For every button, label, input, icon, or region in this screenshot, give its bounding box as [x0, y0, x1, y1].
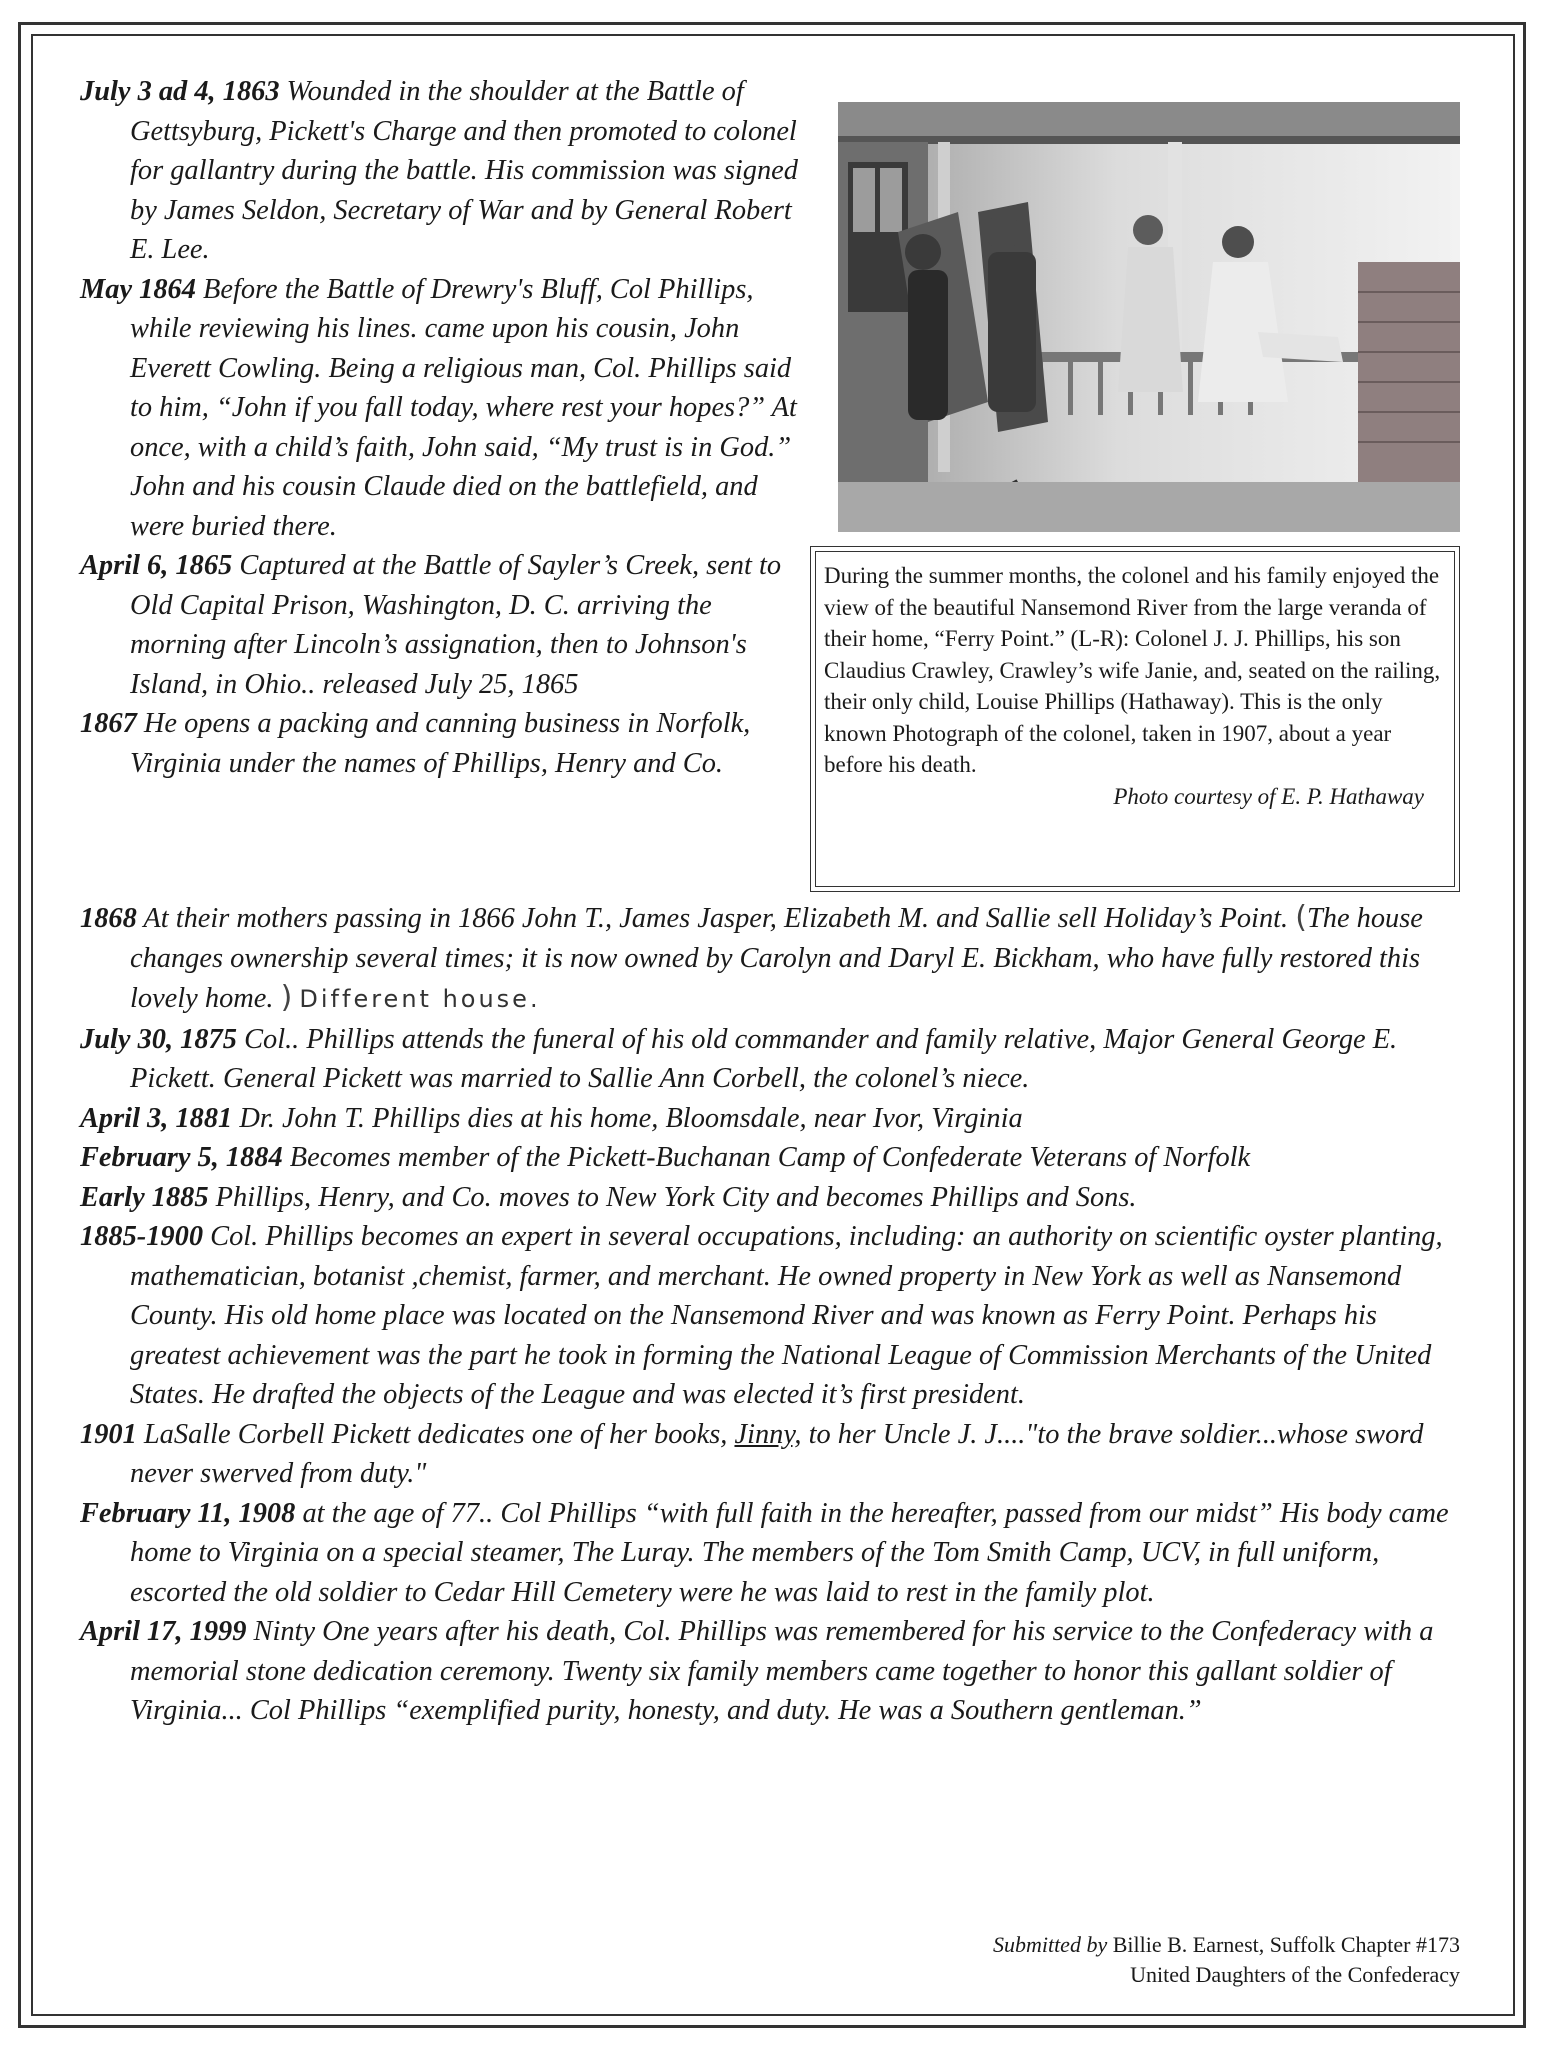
entry-text: Ninty One years after his death, Col. Phillips was remembered for his service to the Confederacy with a memorial stone dedication ceremony. Twenty six family members came together to honor this gallant soldier of Virginia... Col Phillips “exemplified purity, honesty, and duty. He was a Southern gentleman.” — [130, 1616, 1434, 1726]
timeline-entry — [80, 1138, 1460, 1178]
book-title: Jinny, — [734, 1418, 802, 1450]
entry-date: 1868 — [80, 903, 137, 934]
entry-date: February 5, 1884 — [80, 1142, 283, 1173]
timeline-entry — [80, 1099, 1460, 1139]
timeline-entry — [80, 1020, 1460, 1099]
timeline-entry — [80, 72, 815, 270]
entry-text: Phillips, Henry, and Co. moves to New York City and becomes Phillips and Sons. — [215, 1181, 1137, 1213]
entry-date: July 30, 1875 — [80, 1023, 237, 1055]
entry-date: 1867 — [80, 708, 137, 739]
submitter-name: Billie B. Earnest, Suffolk Chapter #173 — [1112, 1932, 1460, 1957]
timeline-entry — [80, 1494, 1460, 1613]
entry-text: Captured at the Battle of Sayler’s Creek, sent to Old Capital Prison, Washington, D. C. arriving the morning after Lincoln’s assignation, then to Johnson's Island, in Ohio.. released July 25, 1865 — [130, 550, 782, 700]
entry-date: 1901 — [80, 1418, 137, 1450]
timeline-entry — [80, 546, 815, 704]
handwritten-note: Different house. — [299, 985, 541, 1013]
photo-credit: Photo courtesy of E. P. Hathaway — [1113, 783, 1424, 809]
handwritten-paren-close: ) — [280, 980, 293, 1015]
entry-text: He opens a packing and canning business in Norfolk, Virginia under the names of Phillips, Henry and Co. — [130, 708, 751, 779]
entry-date: May 1864 — [80, 273, 196, 305]
full-width-section — [80, 898, 1460, 1731]
timeline-entry — [80, 1217, 1460, 1415]
timeline-entry — [80, 1178, 1460, 1218]
organization-name: United Daughters of the Confederacy — [1130, 1962, 1460, 1987]
entry-text: Becomes member of the Pickett-Buchanan Camp of Confederate Veterans of Norfolk — [289, 1142, 1251, 1173]
entry-text: LaSalle Corbell Pickett dedicates one of her books, — [143, 1418, 728, 1450]
handwritten-paren-open: ( — [1295, 900, 1307, 935]
entry-text-parenthetical: The house changes ownership several times; it is now owned by Carolyn and Daryl E. Bickham, who have fully restored this lovely home. — [130, 903, 1423, 1014]
photo-caption-inner — [815, 551, 1455, 887]
top-section — [80, 72, 1460, 898]
timeline-entry — [80, 704, 815, 783]
document-body — [80, 72, 1460, 2002]
entry-text: At their mothers passing in 1866 John T., James Jasper, Elizabeth M. and Sallie sell Holiday’s Point. — [143, 903, 1289, 934]
submitted-by-label: Submitted by — [992, 1932, 1108, 1957]
photo-caption-text: During the summer months, the colonel and his family enjoyed the view of the beautiful Nansemond River from the large veranda of their home, “Ferry Point.” (L-R): Colonel J. J. Phillips, his son Claudius Crawley, Crawley’s wife Janie, and, seated on the railing, their only child, Louise Phillips (Hathaway). This is the only known Photograph of the colonel, taken in 1907, about a year before his death. — [824, 563, 1441, 777]
entry-text: Col. Phillips becomes an expert in several occupations, including: an authority on scientific oyster planting, mathematician, botanist ,chemist, farmer, and merchant. He owned property in New York as well as Nansemond County. His old home place was located on the Nansemond River and was known as Ferry Point. Perhaps his greatest achievement was the part he took in forming the National League of Commission Merchants of the United States. He drafted the objects of the League and was elected it’s first president. — [130, 1221, 1443, 1410]
porch-photo-image — [838, 102, 1460, 532]
left-column — [80, 72, 815, 783]
entry-date: April 17, 1999 — [80, 1616, 247, 1647]
photo-caption-box — [810, 546, 1460, 892]
entry-date: 1885-1900 — [80, 1221, 204, 1252]
entry-text: Col.. Phillips attends the funeral of his old commander and family relative, Major General George E. Pickett. General Pickett was married to Sallie Ann Corbell, the colonel’s niece. — [130, 1023, 1398, 1094]
entry-date: February 11, 1908 — [80, 1497, 296, 1529]
entry-text: Dr. John T. Phillips dies at his home, Bloomsdale, near Ivor, Virginia — [239, 1102, 1023, 1134]
timeline-entry — [80, 1415, 1460, 1494]
porch-photograph — [838, 102, 1460, 532]
entry-text: Wounded in the shoulder at the Battle of Gettsyburg, Pickett's Charge and then promoted to colonel for gallantry during the battle. His commission was signed by James Seldon, Secretary of War and by General Robert E. Lee. — [130, 76, 798, 265]
signature-line — [993, 1930, 1460, 1960]
entry-text: at the age of 77.. Col Phillips “with full faith in the hereafter, passed from our midst” His body came home to Virginia on a special steamer, The Luray. The members of the Tom Smith Camp, UCV, in full uniform, escorted the old soldier to Cedar Hill Cemetery were he was laid to rest in the family plot. — [130, 1497, 1449, 1608]
entry-date: July 3 ad 4, 1863 — [80, 76, 280, 107]
entry-text: Before the Battle of Drewry's Bluff, Col Phillips, while reviewing his lines. came upon his cousin, John Everett Cowling. Being a religious man, Col. Phillips said to him, “John if you fall today, where rest your hopes?” At once, with a child’s faith, John said, “My trust is in God.” John and his cousin Claude died on the battlefield, and were buried there. — [130, 273, 797, 542]
timeline-entry — [80, 270, 815, 547]
entry-date: April 3, 1881 — [80, 1102, 233, 1134]
entry-date: Early 1885 — [80, 1181, 209, 1213]
entry-text: to her Uncle J. J...."to the brave soldier...whose sword never swerved from duty." — [130, 1418, 1424, 1489]
signature-block — [993, 1930, 1460, 1990]
timeline-entry — [80, 1612, 1460, 1731]
entry-date: April 6, 1865 — [80, 550, 233, 581]
timeline-entry — [80, 898, 1460, 1020]
